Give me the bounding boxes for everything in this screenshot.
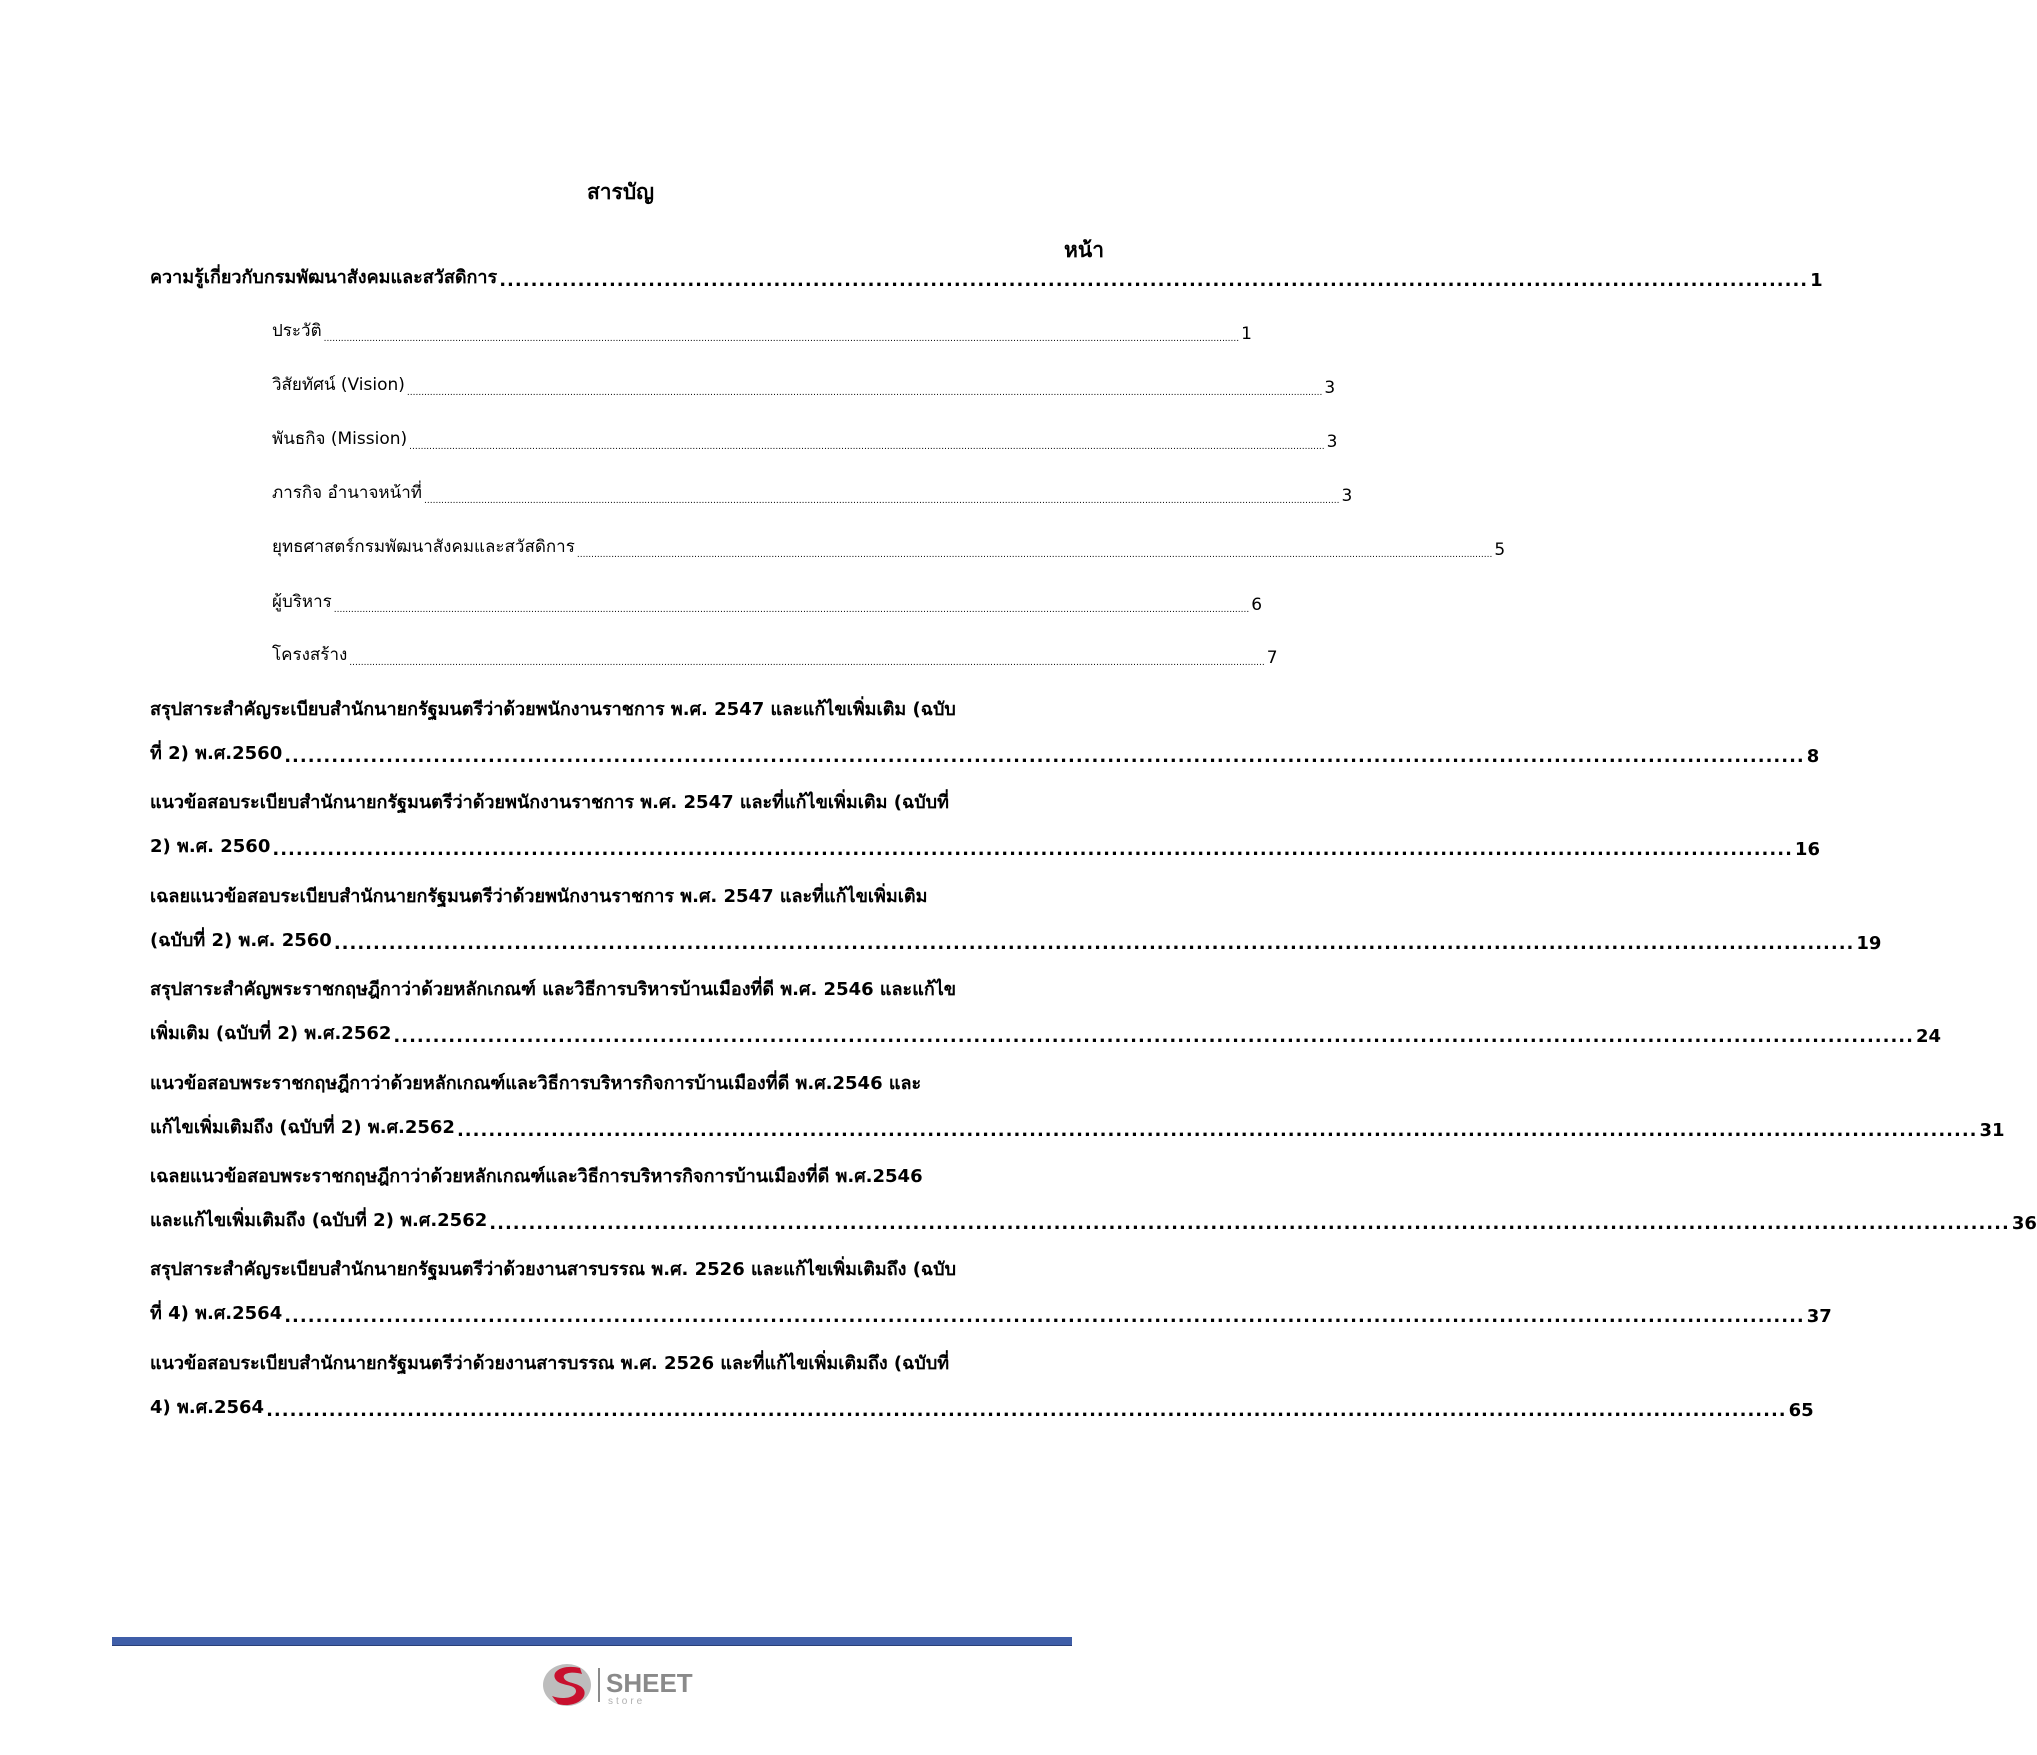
toc-entry-text: แก้ไขเพิ่มเติมถึง (ฉบับที่ 2) พ.ศ.2562 [150,1117,455,1138]
toc-entry-line2 [150,925,1882,954]
toc-page-number: 16 [1794,839,1820,860]
toc-entry-text: ที่ 2) พ.ศ.2560 [150,743,283,764]
toc-page-number: 19 [1856,933,1882,954]
toc-leader-dots: .................................................................................................................................................................................................. [393,1026,1914,1047]
toc-subentry[interactable] [272,588,1263,615]
toc-leader-dots: .................................................................................................................................................................................................. [266,1400,1787,1421]
toc-entry-text: ผู้บริหาร [272,592,332,612]
toc-entry-text: วิสัยทัศน์ (Vision) [272,375,405,395]
toc-leader-dots: ................................................................................................................................................................................................................................................................................................................................ [349,658,1265,668]
toc-entry-line2 [150,1392,1814,1421]
toc-page-number: 3 [1326,432,1338,452]
toc-leader-dots: ................................................................................................................................................................................................................................................................................................................................ [333,605,1250,615]
toc-entry-text-line1: เฉลยแนวข้อสอบพระราชกฤษฎีกาว่าด้วยหลักเกณฑ์และวิธีการบริหารกิจการบ้านเมืองที่ดี พ.ศ.2546 [150,1166,923,1187]
toc-subentry[interactable] [272,317,1252,344]
toc-entry-text-line1: แนวข้อสอบพระราชกฤษฎีกาว่าด้วยหลักเกณฑ์และวิธีการบริหารกิจการบ้านเมืองที่ดี พ.ศ.2546 และ [150,1073,922,1094]
logo-subtext: store [608,1696,646,1707]
toc-entry-text: พันธกิจ (Mission) [272,429,408,449]
toc-entry-text: ภารกิจ อำนาจหน้าที่ [272,483,423,503]
toc-entry-line2 [150,1298,1832,1327]
toc-leader-dots: ................................................................................................................................................................................................................................................................................................................................ [424,496,1340,506]
toc-subentry[interactable] [272,425,1338,452]
toc-entry-text: ความรู้เกี่ยวกับกรมพัฒนาสังคมและสวัสดิการ [150,267,498,288]
toc-entry-text-line1: สรุปสาระสำคัญระเบียบสำนักนายกรัฐมนตรีว่าด้วยพนักงานราชการ พ.ศ. 2547 และแก้ไขเพิ่มเติม (ฉบับ [150,699,956,720]
toc-subentry[interactable] [272,641,1278,668]
toc-leader-dots: .................................................................................................................................................................................................. [284,1306,1805,1327]
toc-leader-dots: .................................................................................................................................................................................................. [489,1213,2010,1234]
toc-entry-text-line1: แนวข้อสอบระเบียบสำนักนายกรัฐมนตรีว่าด้วยงานสารบรรณ พ.ศ. 2526 และที่แก้ไขเพิ่มเติมถึง (ฉบับที่ [150,1353,950,1374]
toc-page-number: 3 [1324,378,1336,398]
toc-subentry[interactable] [272,533,1506,560]
toc-page-number: 37 [1806,1306,1832,1327]
toc-entry-text: ประวัติ [272,321,322,341]
page-column-label: หน้า [1064,238,1104,262]
toc-leader-dots: ................................................................................................................................................................................................................................................................................................................................ [406,388,1323,398]
toc-page-number: 1 [1810,270,1823,291]
s-logo-icon [543,1664,591,1706]
toc-page-number: 7 [1266,648,1278,668]
toc-entry-text: 4) พ.ศ.2564 [150,1397,265,1418]
toc-entry-text-line1: เฉลยแนวข้อสอบระเบียบสำนักนายกรัฐมนตรีว่าด้วยพนักงานราชการ พ.ศ. 2547 และที่แก้ไขเพิ่มเติม [150,886,928,907]
toc-page-number: 3 [1341,486,1353,506]
toc-entry-text: และแก้ไขเพิ่มเติมถึง (ฉบับที่ 2) พ.ศ.2562 [150,1210,488,1231]
toc-entry-text: ยุทธศาสตร์กรมพัฒนาสังคมและสวัสดิการ [272,537,575,557]
toc-entry-line2 [150,1205,2037,1234]
toc-entry-text: 2) พ.ศ. 2560 [150,836,271,857]
toc-page-number: 65 [1788,1400,1814,1421]
logo-text: SHEET [606,1668,693,1698]
toc-entry-text: ที่ 4) พ.ศ.2564 [150,1303,283,1324]
toc-entry-line2 [150,831,1820,860]
toc-leader-dots: ................................................................................................................................................................................................................................................................................................................................ [323,334,1240,344]
toc-leader-dots: ................................................................................................................................................................................................................................................................................................................................ [576,550,1493,560]
toc-entry-text-line1: สรุปสาระสำคัญระเบียบสำนักนายกรัฐมนตรีว่าด้วยงานสารบรรณ พ.ศ. 2526 และแก้ไขเพิ่มเติมถึง (ฉบับ [150,1259,957,1280]
toc-entry-text: โครงสร้าง [272,645,348,665]
toc-subentry[interactable] [272,371,1336,398]
footer-divider-bar [112,1637,1072,1646]
toc-page-number: 5 [1494,540,1506,560]
toc-leader-dots: .................................................................................................................................................................................................. [456,1120,1978,1141]
toc-entry-main[interactable] [150,262,1823,291]
toc-page-number: 36 [2011,1213,2037,1234]
toc-leader-dots: ................................................................................................................................................................................................................................................................................................................................ [409,442,1325,452]
toc-entry-line2 [150,1018,1942,1047]
toc-leader-dots: .................................................................................................................................................................................................. [272,839,1793,860]
toc-entry-text-line1: แนวข้อสอบระเบียบสำนักนายกรัฐมนตรีว่าด้วยพนักงานราชการ พ.ศ. 2547 และที่แก้ไขเพิ่มเติม (ฉบับที่ [150,792,949,813]
toc-entry-text: (ฉบับที่ 2) พ.ศ. 2560 [150,930,332,951]
logo-separator [598,1668,600,1702]
toc-page-number: 1 [1241,324,1252,344]
page-title: สารบัญ [586,180,655,204]
toc-entry-text: เพิ่มเติม (ฉบับที่ 2) พ.ศ.2562 [150,1023,392,1044]
sheet-store-logo [540,1658,720,1710]
toc-page-number: 8 [1806,746,1820,767]
toc-leader-dots: .................................................................................................................................................................................................. [284,746,1805,767]
toc-entry-line2 [150,1112,2005,1141]
toc-page-number: 31 [1979,1120,2005,1141]
toc-leader-dots: .................................................................................................................................................................................................. [333,933,1855,954]
toc-subentry[interactable] [272,479,1353,506]
toc-entry-line2 [150,738,1820,767]
toc-page-number: 6 [1251,595,1263,615]
toc-entry-text-line1: สรุปสาระสำคัญพระราชกฤษฎีกาว่าด้วยหลักเกณฑ์ และวิธีการบริหารบ้านเมืองที่ดี พ.ศ. 2546 และแก้ไข [150,979,957,1000]
toc-page-number: 24 [1915,1026,1942,1047]
toc-leader-dots: ....................................................................................................................................................................... [499,270,1809,291]
